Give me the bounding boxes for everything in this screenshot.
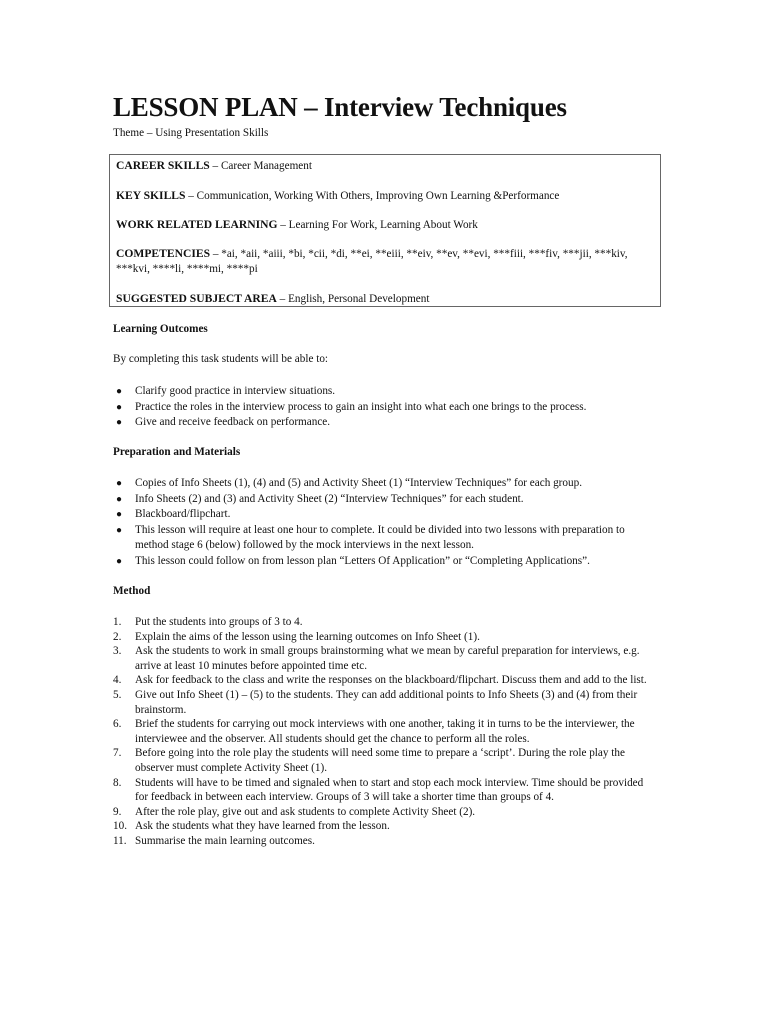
- list-item: 8. Students will have to be timed and signaled when to start and stop each mock interview. Time should be provided for feedback in between each interview. Groups of 3 will take a shorter time than groups of 4.: [113, 776, 644, 804]
- bullet-icon: ●: [116, 555, 123, 567]
- list-item: 9. After the role play, give out and ask students to complete Activity Sheet (2).: [113, 805, 476, 818]
- list-item: ● Practice the roles in the interview process to gain an insight into what each one brings to the process.: [113, 400, 653, 416]
- competencies-line: [116, 246, 656, 277]
- list-item: ● This lesson will require at least one hour to complete. It could be divided into two lessons with preparation to method stage 6 (below) followed by the mock interviews in the next lesson.: [116, 523, 625, 551]
- preparation-heading: Preparation and Materials: [113, 446, 241, 458]
- bullet-icon: ●: [116, 509, 123, 520]
- list-item: 7. Before going into the role play the students will need some time to prepare a ‘script’. During the role play the observer must complete Activity Sheet (1).: [113, 747, 625, 774]
- list-item: 4. Ask for feedback to the class and write the responses on the blackboard/flipchart. Discuss them and add to the list.: [113, 674, 647, 687]
- learning-outcomes-heading: Learning Outcomes: [113, 323, 208, 335]
- list-item: ● Copies of Info Sheets (1), (4) and (5) and Activity Sheet (1) “Interview Techniques” for each group.: [113, 476, 653, 492]
- key-skills-value: – Communication, Working With Others, Improving Own Learning &Performance: [185, 190, 560, 202]
- list-item: 1. Put the students into groups of 3 to 4.: [113, 616, 303, 628]
- method-heading: Method: [113, 585, 151, 597]
- list-item: 11. Summarise the main learning outcomes.: [113, 834, 315, 847]
- method-list: [113, 615, 653, 849]
- list-item: ● Info Sheets (2) and (3) and Activity Sheet (2) “Interview Techniques” for each student.: [113, 492, 653, 508]
- list-item: 2. Explain the aims of the lesson using the learning outcomes on Info Sheet (1).: [113, 630, 480, 643]
- list-item: ● Clarify good practice in interview situations.: [113, 384, 653, 400]
- key-skills-line: [116, 188, 559, 204]
- list-item: ● This lesson could follow on from lesson plan “Letters Of Application” or “Completing Applications”.: [113, 554, 653, 570]
- subject-area-label: SUGGESTED SUBJECT AREA: [116, 292, 277, 305]
- bullet-icon: ●: [116, 401, 123, 413]
- bullet-icon: ●: [116, 524, 123, 536]
- work-related-learning-value: – Learning For Work, Learning About Work: [277, 219, 478, 231]
- competencies-value: – *ai, *aii, *aiii, *bi, *cii, *di, **ei, **eiii, **eiv, **ev, **evi, ***fiii, ***fiv, ***jii, ***kiv, ***kvi, ****li, ****mi, ****pi: [116, 248, 628, 275]
- preparation-list: [113, 476, 653, 569]
- list-item: ● Blackboard/flipchart.: [113, 507, 653, 523]
- work-related-learning-line: [116, 217, 478, 233]
- list-item: 3. Ask the students to work in small groups brainstorming what we mean by careful preparation for interviews, e.g. arrive at least 10 minutes before appointed time etc.: [113, 645, 640, 672]
- subject-area-value: – English, Personal Development: [276, 293, 430, 305]
- key-skills-label: KEY SKILLS: [116, 189, 186, 202]
- learning-outcomes-intro: By completing this task students will be able to:: [113, 353, 329, 365]
- list-item: 10. Ask the students what they have learned from the lesson.: [113, 820, 390, 833]
- list-item: 5. Give out Info Sheet (1) – (5) to the students. They can add additional points to Info Sheets (3) and (4) from their brainstorm.: [113, 688, 638, 716]
- bullet-icon: ●: [116, 386, 123, 397]
- career-skills-label: CAREER SKILLS: [116, 159, 210, 172]
- theme-subtitle: Theme – Using Presentation Skills: [113, 127, 269, 139]
- competencies-label: COMPETENCIES: [116, 247, 211, 260]
- bullet-icon: ●: [116, 417, 123, 428]
- career-skills-value: – Career Management: [209, 160, 312, 172]
- bullet-icon: ●: [116, 478, 123, 489]
- skills-summary-box: [109, 154, 661, 307]
- bullet-icon: ●: [116, 493, 123, 505]
- work-related-learning-label: WORK RELATED LEARNING: [116, 218, 278, 231]
- list-item: 6. Brief the students for carrying out mock interviews with one another, taking it in turns to be the interviewer, the interviewee and the observer. All students should get the chance to perform all the roles.: [113, 718, 635, 745]
- subject-area-line: [116, 291, 429, 307]
- career-skills-line: [116, 158, 312, 174]
- list-item: ● Give and receive feedback on performance.: [113, 415, 653, 431]
- page-title: LESSON PLAN – Interview Techniques: [113, 92, 567, 122]
- learning-outcomes-list: [113, 384, 653, 431]
